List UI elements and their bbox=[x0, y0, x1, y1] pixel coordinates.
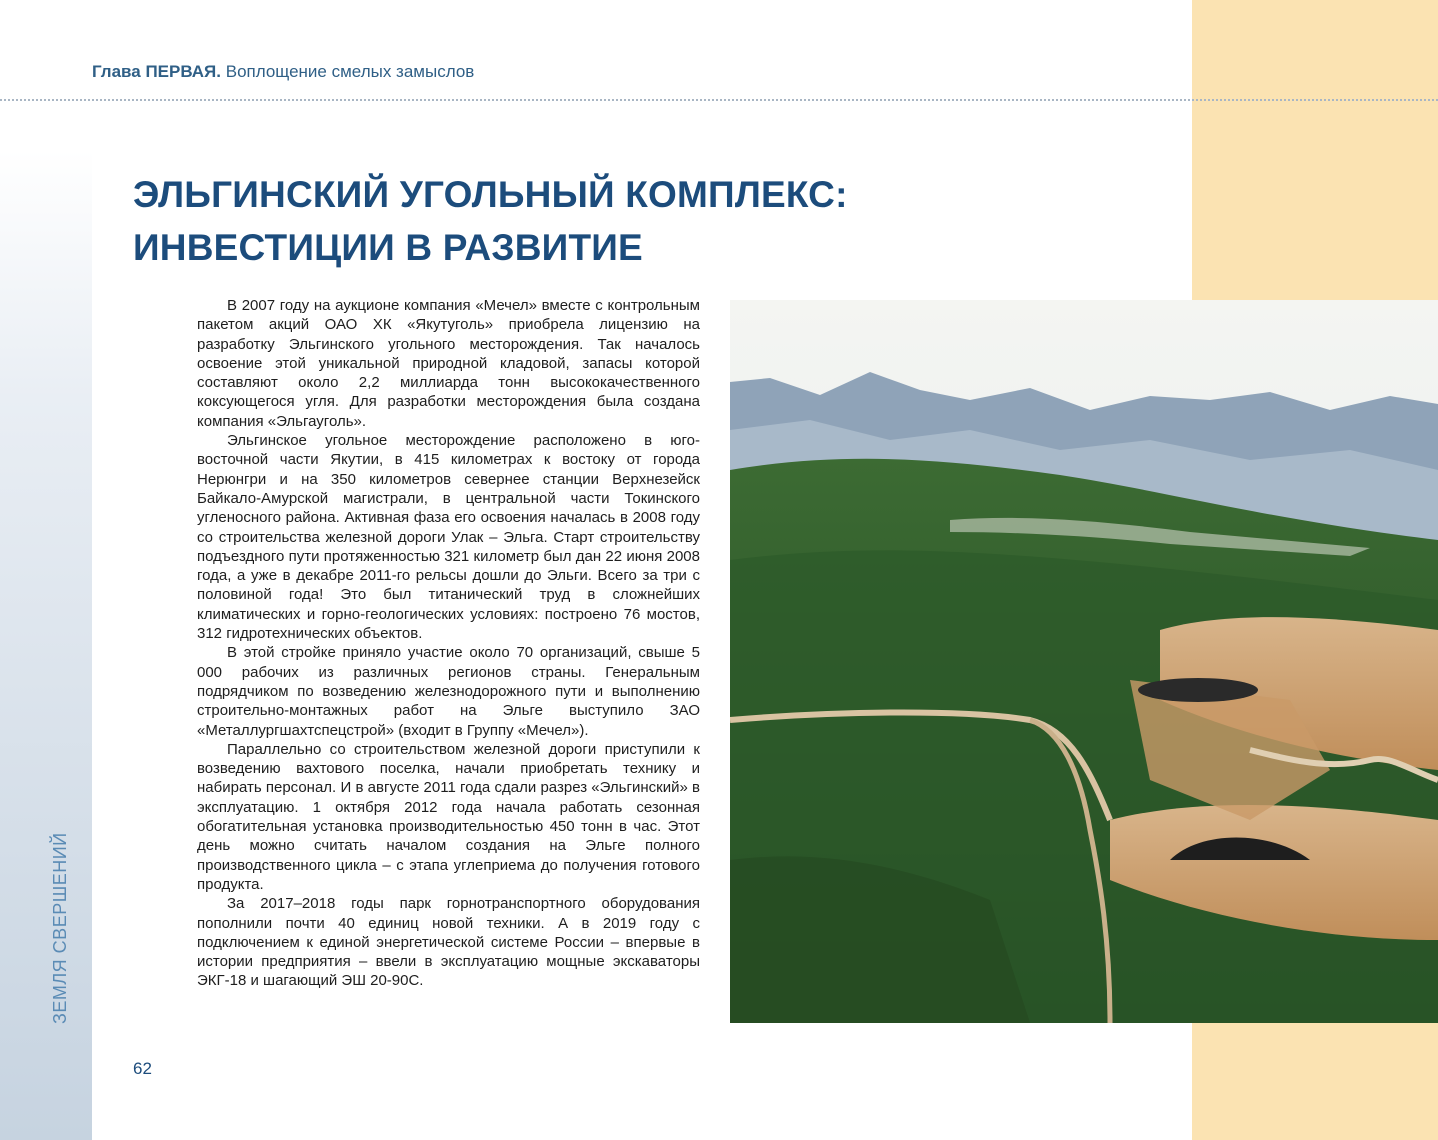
paragraph-1: В 2007 году на аукционе компания «Мечел» вместе с контрольным пакетом акций ОАО ХК «Якутуголь» приобрела лицензию на разработку Эльгинского угольного месторождения. Так началось освоение этой уникальной природной кладовой, запасы которой составляют около 2,2 миллиарда тонн высококачественного коксующегося угля. Для разработки месторождения была создана компания «Эльгауголь». bbox=[197, 297, 700, 430]
title-line-2: ИНВЕСТИЦИИ В РАЗВИТИЕ bbox=[133, 227, 643, 268]
mine-landscape-photo bbox=[730, 300, 1438, 1023]
title-line-1: ЭЛЬГИНСКИЙ УГОЛЬНЫЙ КОМПЛЕКС: bbox=[133, 174, 848, 215]
page-number: 62 bbox=[133, 1059, 152, 1078]
paragraph-5: За 2017–2018 годы парк горнотранспортного оборудования пополнили почти 40 единиц новой техники. А в 2019 году с подключением к единой энергетической системе России – впервые в истории предприятия – ввели в эксплуатацию мощные экскаваторы ЭКГ-18 и шагающий ЭШ 20-90С. bbox=[197, 895, 700, 990]
paragraph-3: В этой стройке приняло участие около 70 организаций, свыше 5 000 рабочих из различных регионов страны. Генеральным подрядчиком по возведению железнодорожного пути и выполнению строительно-монтажных работ на Эльге выступило ЗАО «Металлургшахтспецстрой» (входит в Группу «Мечел»). bbox=[197, 644, 700, 739]
chapter-label: Глава ПЕРВАЯ. bbox=[92, 62, 221, 81]
article-title bbox=[133, 168, 848, 274]
paragraph-2: Эльгинское угольное месторождение расположено в юго-восточной части Якутии, в 415 километрах к востоку от города Нерюнгри и на 350 километров севернее станции Верхнезейск Байкало-Амурской магистрали, в центральной части Токинского угленосного района. Активная фаза его освоения началась в 2008 году со строительства железной дороги Улак – Эльга. Старт строительству подъездного пути протяженностью 321 километр был дан 22 июня 2008 года, а уже в декабре 2011-го рельсы дошли до Эльги. Всего за три с половиной года! Это был титанический труд в сложнейших климатических и горно-геологических условиях: построено 76 мостов, 312 гидротехнических объектов. bbox=[197, 432, 700, 643]
chapter-header bbox=[92, 62, 474, 82]
left-color-band bbox=[0, 150, 92, 1140]
vertical-section-label: ЗЕМЛЯ СВЕРШЕНИЙ bbox=[50, 832, 70, 1024]
header-divider bbox=[0, 99, 1438, 101]
paragraph-4: Параллельно со строительством железной дороги приступили к возведению вахтового поселка, начали приобретать технику и набирать персонал. И в августе 2011 года сдали разрез «Эльгинский» в эксплуатацию. 1 октября 2012 года начала работать сезонная обогатительная установка производительностью 450 тонн в час. Этот день можно считать началом создания на Эльге полного производственного цикла – с этапа углеприема до получения готового продукта. bbox=[197, 740, 700, 893]
chapter-subtitle: Воплощение смелых замыслов bbox=[225, 62, 475, 81]
article-body bbox=[197, 296, 700, 991]
